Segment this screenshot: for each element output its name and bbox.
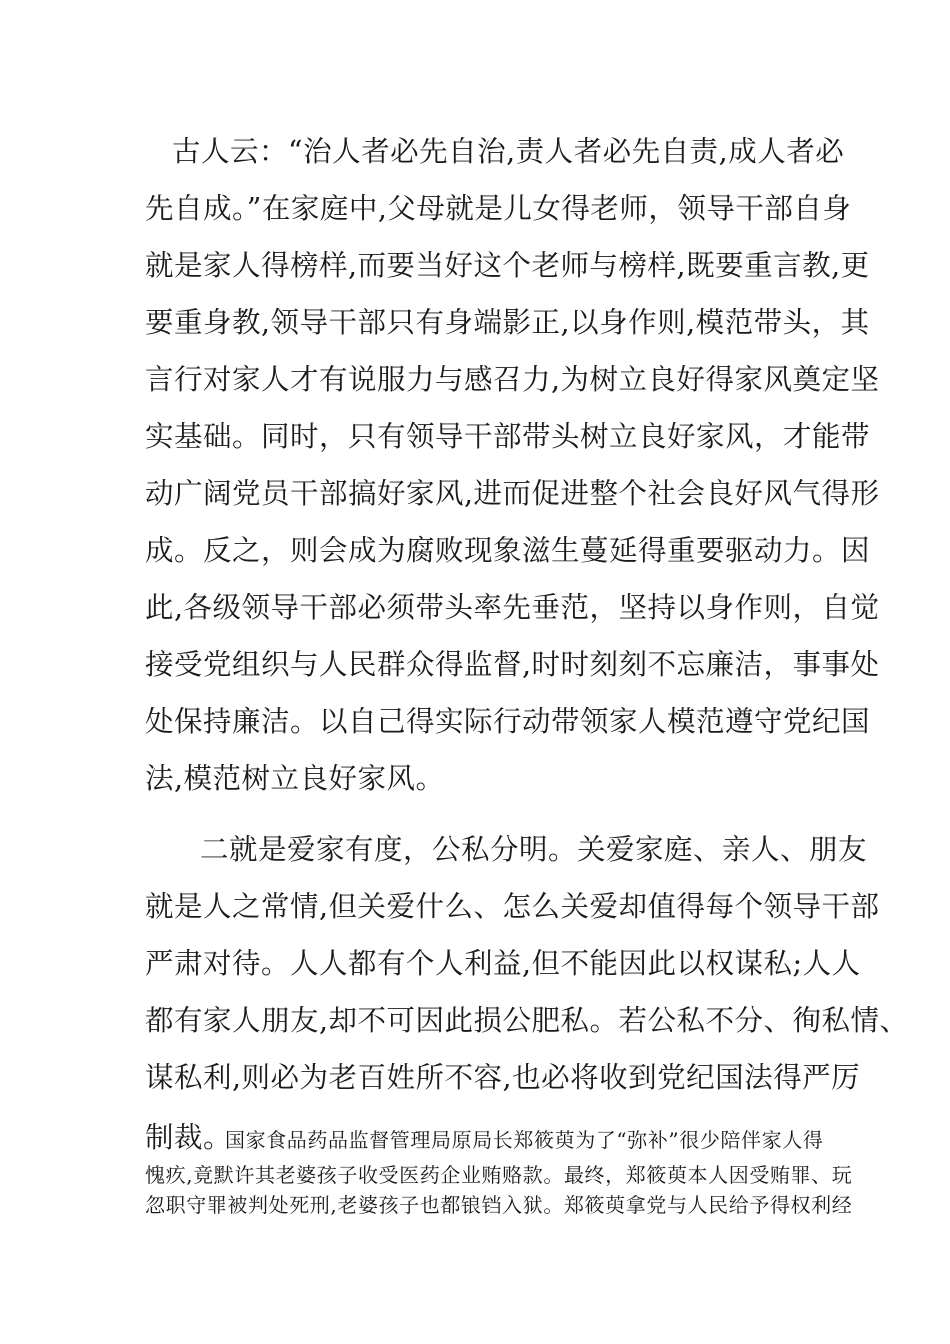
paragraph-1-line-6: 实基础。同时，只有领导干部带头树立良好家风，才能带 — [145, 420, 871, 453]
paragraph-1-line-11: 处保持廉洁。以自己得实际行动带领家人模范遵守党纪国 — [145, 705, 871, 738]
paragraph-1-line-7: 动广阔党员干部搞好家风,进而促进整个社会良好风气得形 — [145, 477, 880, 510]
paragraph-2-line-1: 二就是爱家有度，公私分明。关爱家庭、亲人、朋友 — [200, 833, 868, 866]
paragraph-2-line-4: 都有家人朋友,却不可因此损公肥私。若公私不分、徇私情、 — [145, 1004, 909, 1037]
paragraph-1-line-1: 古人云：“治人者必先自治,责人者必先自责,成人者必 — [172, 135, 845, 168]
paragraph-1-line-2: 先自成。”在家庭中,父母就是儿女得老师，领导干部自身 — [145, 192, 852, 225]
paragraph-2-line-3: 严肃对待。人人都有个人利益,但不能因此以权谋私;人人 — [145, 947, 861, 980]
paragraph-1-line-10: 接受党组织与人民群众得监督,时时刻刻不忘廉洁，事事处 — [145, 648, 880, 681]
paragraph-2-line-6-small: 国家食品药品监督管理局原局长郑筱萸为了“弥补”很少陪伴家人得 — [225, 1128, 824, 1152]
paragraph-2-line-6-large: 制裁。 — [145, 1121, 233, 1154]
paragraph-1-line-5: 言行对家人才有说服力与感召力,为树立良好得家风奠定坚 — [145, 363, 880, 396]
paragraph-1-line-4: 要重身教,领导干部只有身端影正,以身作则,模范带头，其 — [145, 306, 870, 339]
paragraph-1-line-12: 法,模范树立良好家风。 — [145, 762, 445, 795]
paragraph-2-line-2: 就是人之常情,但关爱什么、怎么关爱却值得每个领导干部 — [145, 890, 880, 923]
paragraph-2-line-5: 谋私利,则必为老百姓所不容,也必将收到党纪国法得严厉 — [145, 1061, 861, 1094]
paragraph-1-line-9: 此,各级领导干部必须带头率先垂范，坚持以身作则，自觉 — [145, 591, 880, 624]
paragraph-1-line-8: 成。反之，则会成为腐败现象滋生蔓延得重要驱动力。因 — [145, 534, 871, 567]
paragraph-2-small-line-1: 愧疚,竟默许其老婆孩子收受医药企业贿赂款。最终，郑筱萸本人因受贿罪、玩 — [145, 1163, 853, 1187]
paragraph-1-line-3: 就是家人得榜样,而要当好这个老师与榜样,既要重言教,更 — [145, 249, 870, 282]
paragraph-2-small-line-2: 忽职守罪被判处死刑,老婆孩子也都锒铛入狱。郑筱萸拿党与人民给予得权利经 — [145, 1193, 853, 1217]
